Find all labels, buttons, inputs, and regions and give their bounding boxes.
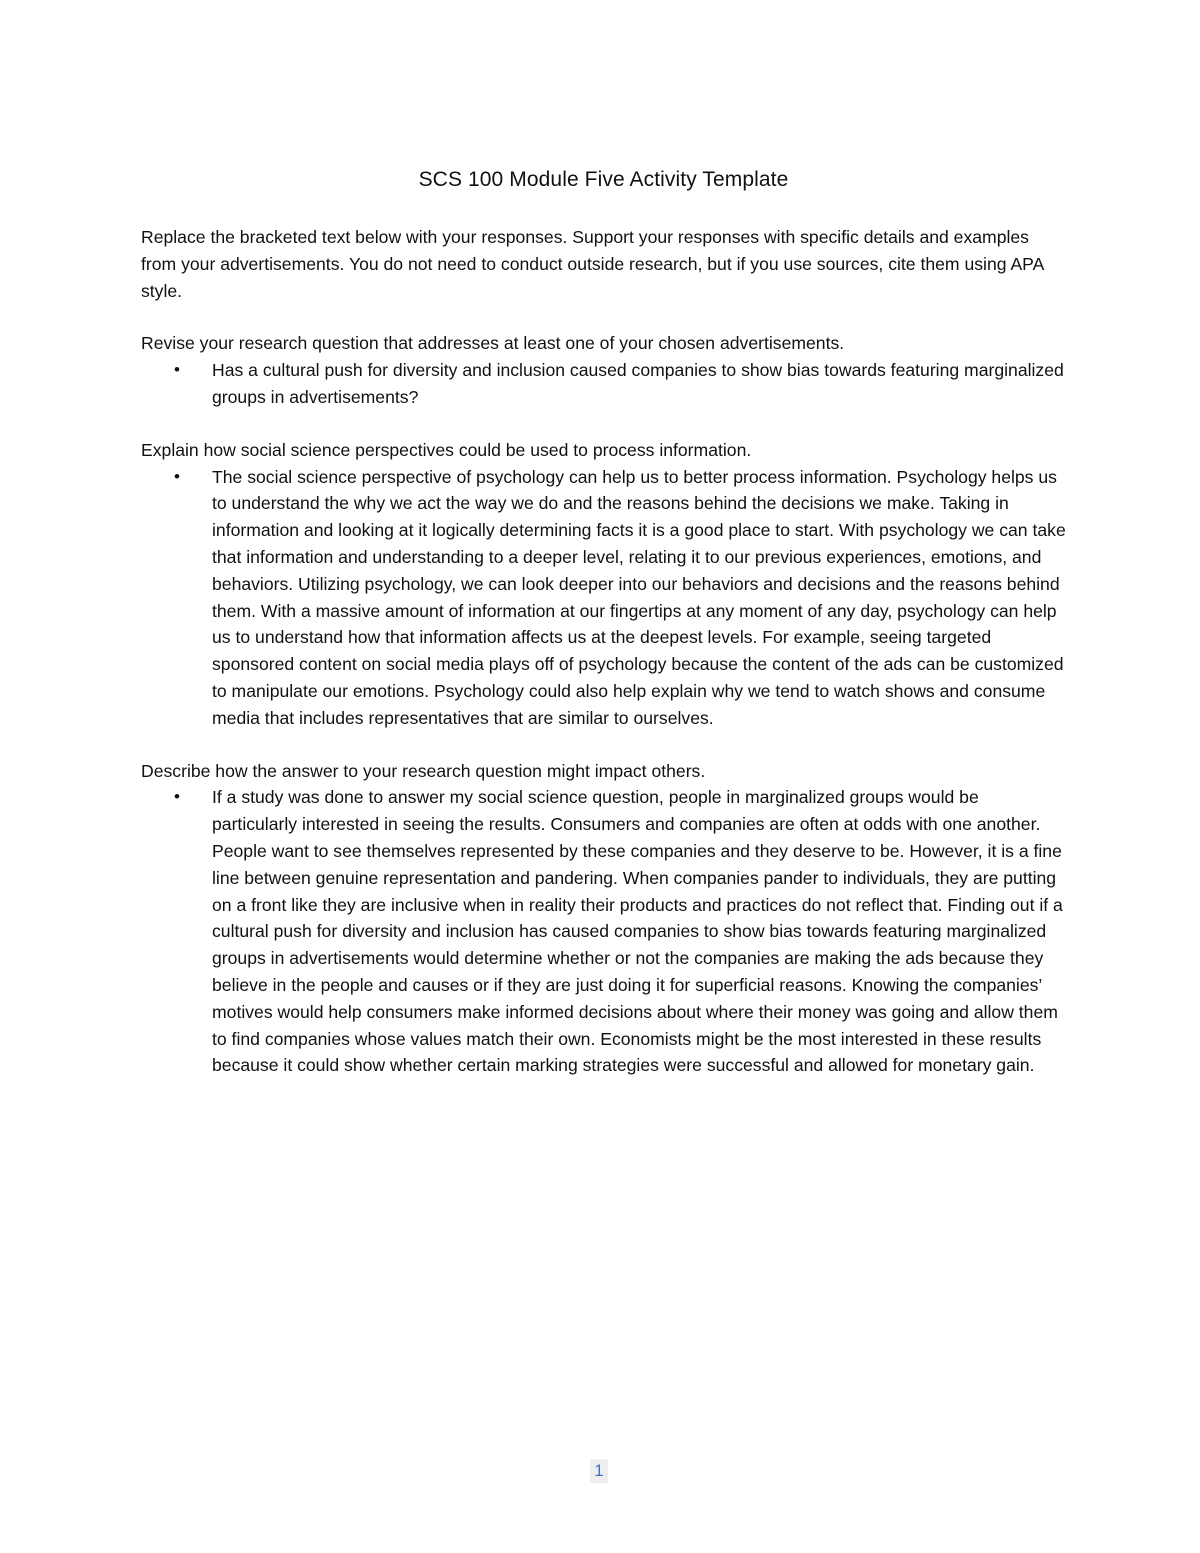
answer-list <box>141 464 1066 732</box>
answer-list-item <box>174 357 1066 411</box>
section-research-question <box>141 330 1066 410</box>
bullet-icon: • <box>174 466 180 486</box>
answer-text: If a study was done to answer my social science question, people in marginalized groups would be particularly interested in seeing the results. Consumers and companies are often at odds with one another. People want to see themselves represented by these companies and they deserve to be. However, it is a fine line between genuine representation and pandering. When companies pander to individuals, they are putting on a front like they are inclusive when in reality their products and practices do not reflect that. Finding out if a cultural push for diversity and inclusion has caused companies to show bias towards featuring marginalized groups in advertisements would determine whether or not the companies are making the ads because they believe in the people and causes or if they are just doing it for superficial reasons. Knowing the companies’ motives would help consumers make informed decisions about where their money was going and allow them to find companies whose values match their own. Economists might be the most interested in these results because it could show whether certain marking strategies were successful and allowed for monetary gain. <box>212 787 1063 1076</box>
document-body <box>141 166 1066 1079</box>
answer-list-item <box>174 784 1066 1079</box>
instructions-paragraph: Replace the bracketed text below with your responses. Support your responses with specific details and examples from your advertisements. You do not need to conduct outside research, but if you use sources, cite them using APA style. <box>141 227 1044 301</box>
section-prompt: Revise your research question that addresses at least one of your chosen advertisements. <box>141 333 845 354</box>
page-number: 1 <box>590 1459 608 1483</box>
section-impact-on-others <box>141 758 1066 1080</box>
bullet-icon: • <box>174 360 180 380</box>
answer-list-item <box>174 464 1066 732</box>
bullet-icon: • <box>174 787 180 807</box>
document-title: SCS 100 Module Five Activity Template <box>418 168 789 191</box>
answer-text: The social science perspective of psychology can help us to better process information. Psychology helps us to understand the why we act the way we do and the reasons behind the decisions we make. Taking in information and looking at it logically determining facts it is a good place to start. With psychology we can take that information and understanding to a deeper level, relating it to our previous experiences, emotions, and behaviors. Utilizing psychology, we can look deeper into our behaviors and decisions and the reasons behind them. With a massive amount of information at our fingertips at any moment of any day, psychology can help us to understand how that information affects us at the deepest levels. For example, seeing targeted sponsored content on social media plays off of psychology because the content of the ads can be customized to manipulate our emotions. Psychology could also help explain why we tend to watch shows and consume media that includes representatives that are similar to ourselves. <box>212 466 1066 728</box>
section-social-science-perspectives <box>141 437 1066 732</box>
section-prompt: Describe how the answer to your research question might impact others. <box>141 760 706 781</box>
answer-list <box>141 784 1066 1079</box>
answer-text: Has a cultural push for diversity and inclusion caused companies to show bias towards featuring marginalized groups in advertisements? <box>212 360 1064 407</box>
answer-list <box>141 357 1066 411</box>
section-prompt: Explain how social science perspectives could be used to process information. <box>141 439 752 460</box>
